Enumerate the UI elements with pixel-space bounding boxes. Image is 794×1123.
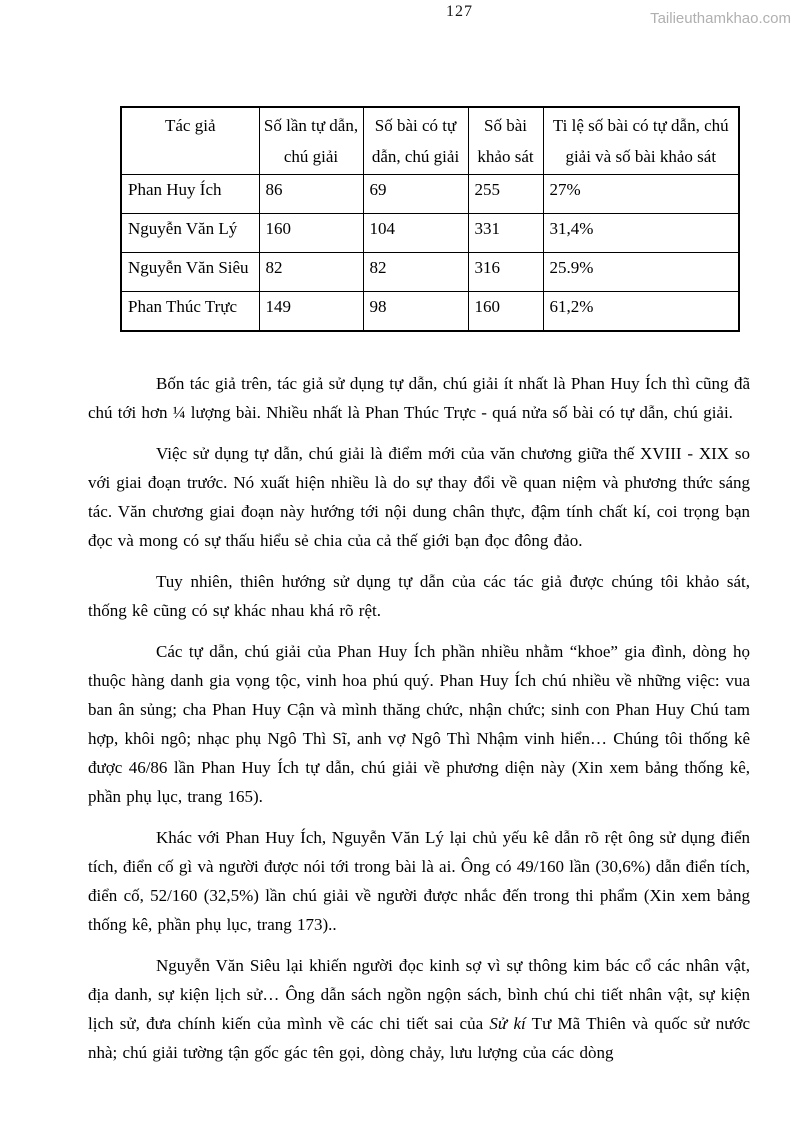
table-row <box>121 292 739 331</box>
book-title-italic: Sử kí <box>489 1013 526 1033</box>
watermark-text: Tailieuthamkhao.com <box>650 10 791 27</box>
header-author: Tác giả <box>121 107 259 175</box>
paragraph-text: Tư Mã Thiên và quốc sử nước nhà; chú giải tường tận gốc gác tên gọi, dòng chảy, lưu lượng của các dòng <box>88 1013 751 1062</box>
table-cell: 255 <box>468 175 543 214</box>
paragraph-text: Bốn tác giả trên, tác giả sử dụng tự dẫn, chú giải ít nhất là Phan Huy Ích thì cũng đã chú tới hơn ¼ lượng bài. Nhiều nhất là Phan Thúc Trực - quá nửa số bài có tự dẫn, chú giải. <box>88 373 750 422</box>
table-cell: 104 <box>363 214 468 253</box>
header-poems-with-citations: Số bài có tự dẫn, chú giải <box>363 107 468 175</box>
header-self-citation-count: Số lần tự dẫn, chú giải <box>259 107 363 175</box>
table-row <box>121 253 739 292</box>
table-cell: 82 <box>259 253 363 292</box>
paragraph-text: Việc sử dụng tự dẫn, chú giải là điểm mới của văn chương giữa thế XVIII - XIX so với giai đoạn trước. Nó xuất hiện nhiều là do sự thay đổi về quan niệm và phương thức sáng tác. Văn chương giai đoạn này hướng tới nội dung chân thực, đậm tính chất kí, coi trọng bạn đọc và mong có sự thấu hiểu sẻ chia của cả thế giới bạn đọc đông đảo. <box>88 443 750 550</box>
table-row <box>121 214 739 253</box>
table-cell: 31,4% <box>543 214 739 253</box>
table-cell: 61,2% <box>543 292 739 331</box>
paragraph <box>88 567 750 625</box>
table-cell: 149 <box>259 292 363 331</box>
paragraph-text: Khác với Phan Huy Ích, Nguyễn Văn Lý lại chủ yếu kê dẫn rõ rệt ông sử dụng điển tích, điển cố gì và người được nói tới trong bài là ai. Ông có 49/160 lần (30,6%) dẫn điển tích, điển cố, 52/160 (32,5%) lần chú giải về người được nhắc đến trong thi phẩm (Xin xem bảng thống kê, phần phụ lục, trang 173).. <box>88 827 750 934</box>
page-number: 127 <box>446 3 473 20</box>
table-cell: 25.9% <box>543 253 739 292</box>
table-cell: 69 <box>363 175 468 214</box>
header-ratio: Ti lệ số bài có tự dẫn, chú giải và số bài khảo sát <box>543 107 739 175</box>
paragraph <box>88 823 750 939</box>
table-cell-author: Phan Huy Ích <box>121 175 259 214</box>
table-cell-author: Nguyễn Văn Lý <box>121 214 259 253</box>
table-cell: 316 <box>468 253 543 292</box>
table-cell: 82 <box>363 253 468 292</box>
table-cell: 331 <box>468 214 543 253</box>
table-cell: 86 <box>259 175 363 214</box>
paragraph <box>88 369 750 427</box>
paragraph <box>88 637 750 811</box>
table-cell: 98 <box>363 292 468 331</box>
paragraph <box>88 439 750 555</box>
table-cell: 160 <box>259 214 363 253</box>
paragraph-text: Tuy nhiên, thiên hướng sử dụng tự dẫn của các tác giả được chúng tôi khảo sát, thống kê cũng có sự khác nhau khá rõ rệt. <box>88 571 750 620</box>
body-text <box>88 369 750 1067</box>
table-header-row <box>121 107 739 175</box>
table-row <box>121 175 739 214</box>
paragraph <box>88 951 750 1067</box>
paragraph-text: Nguyễn Văn Siêu lại khiến người đọc kinh sợ vì sự thông kim bác cổ các nhân vật, địa danh, sự kiện lịch sử… Ông dẫn sách ngồn ngộn sách, bình chú chi tiết nhân vật, sự kiện lịch sử, đưa chính kiến của mình về các chi tiết sai của <box>88 955 750 1033</box>
table-cell-author: Phan Thúc Trực <box>121 292 259 331</box>
table-cell: 27% <box>543 175 739 214</box>
paragraph-text: Các tự dẫn, chú giải của Phan Huy Ích phần nhiều nhằm “khoe” gia đình, dòng họ thuộc hàng danh gia vọng tộc, vinh hoa phú quý. Phan Huy Ích chú nhiều về những việc: vua ban ân sủng; cha Phan Huy Cận và mình thăng chức, nhận chức; sinh con Phan Huy Chú tam hợp, khôi ngô; nhạc phụ Ngô Thì Sĩ, anh vợ Ngô Thì Nhậm vinh hiển… Chúng tôi thống kê được 46/86 lần Phan Huy Ích tự dẫn, chú giải về phương diện này (Xin xem bảng thống kê, phần phụ lục, trang 165). <box>88 641 750 806</box>
header-surveyed-poems: Số bài khảo sát <box>468 107 543 175</box>
citation-statistics-table <box>120 106 740 332</box>
table-cell-author: Nguyễn Văn Siêu <box>121 253 259 292</box>
table-cell: 160 <box>468 292 543 331</box>
